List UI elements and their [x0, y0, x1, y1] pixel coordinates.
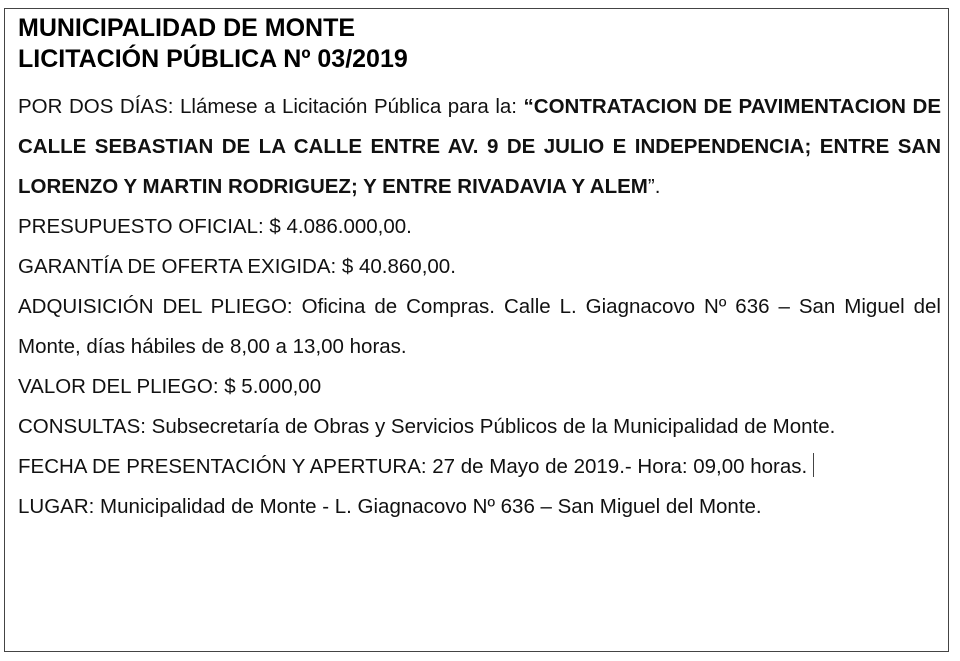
- call-paragraph: [18, 87, 941, 207]
- call-closing: ”.: [647, 175, 661, 198]
- tender-number-title: LICITACIÓN PÚBLICA Nº 03/2019: [18, 45, 408, 73]
- bid-guarantee: GARANTÍA DE OFERTA EXIGIDA: $ 40.860,00.: [18, 255, 456, 278]
- notice-heading: [18, 13, 408, 75]
- official-budget: PRESUPUESTO OFICIAL: $ 4.086.000,00.: [18, 215, 412, 238]
- notice-body: [18, 87, 941, 527]
- tender-notice: [4, 8, 949, 652]
- queries: CONSULTAS: Subsecretaría de Obras y Servicios Públicos de la Municipalidad de Monte.: [18, 415, 836, 438]
- municipality-title: MUNICIPALIDAD DE MONTE: [18, 14, 356, 42]
- opening-place: LUGAR: Municipalidad de Monte - L. Giagnacovo Nº 636 – San Miguel del Monte.: [18, 495, 762, 518]
- opening-date-line: [18, 447, 941, 487]
- call-intro: POR DOS DÍAS: Llámese a Licitación Pública para la:: [18, 95, 524, 118]
- opening-date: FECHA DE PRESENTACIÓN Y APERTURA: 27 de Mayo de 2019.- Hora: 09,00 horas.: [18, 455, 808, 478]
- contract-object: “CONTRATACION DE PAVIMENTACION DE CALLE SEBASTIAN DE LA CALLE ENTRE AV. 9 DE JULIO E INDEPENDENCIA; ENTRE SAN LORENZO Y MARTIN RODRIGUEZ; Y ENTRE RIVADAVIA Y ALEM: [18, 95, 941, 198]
- text-cursor: [813, 453, 814, 477]
- specifications-value: VALOR DEL PLIEGO: $ 5.000,00: [18, 375, 322, 398]
- specifications-acquisition: ADQUISICIÓN DEL PLIEGO: Oficina de Compras. Calle L. Giagnacovo Nº 636 – San Miguel del Monte, días hábiles de 8,00 a 13,00 horas.: [18, 295, 941, 358]
